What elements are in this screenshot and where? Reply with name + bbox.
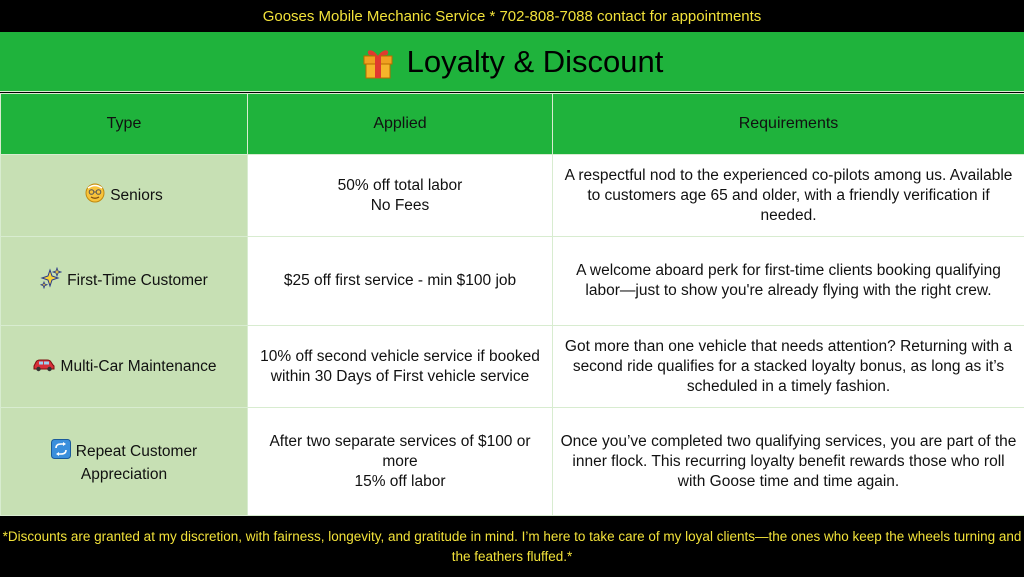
- car-icon: [32, 356, 56, 378]
- gift-icon: [361, 45, 395, 79]
- applied-line: 15% off labor: [354, 472, 446, 490]
- table-row: [1, 155, 1024, 237]
- banner-text: Gooses Mobile Mechanic Service * 702-808-7088 contact for appointments: [262, 7, 762, 25]
- requirements-cell: A respectful nod to the experienced co-pilots among us. Available to customers age 65 and older, with a friendly verification if needed.: [553, 155, 1024, 237]
- table-row: [1, 326, 1024, 408]
- type-cell: [1, 408, 248, 516]
- requirements-cell: Got more than one vehicle that needs attention? Returning with a second ride qualifies for a stacked loyalty bonus, as long as it’s scheduled in a timely fashion.: [553, 326, 1024, 408]
- table-header-row: [1, 94, 1024, 155]
- applied-cell: [248, 326, 553, 408]
- applied-line: No Fees: [370, 196, 430, 214]
- footer-note: [0, 516, 1024, 577]
- requirements-cell: A welcome aboard perk for first-time clients booking qualifying labor—just to show you're already flying with the right crew.: [553, 237, 1024, 326]
- title-bar: [0, 32, 1024, 92]
- applied-cell: [248, 408, 553, 516]
- applied-line: 10% off second vehicle service if booked within 30 Days of First vehicle service: [260, 347, 540, 385]
- table-row: [1, 237, 1024, 326]
- column-header-requirements: Requirements: [553, 94, 1024, 155]
- sparkles-icon: [40, 267, 62, 295]
- type-label: Seniors: [110, 186, 163, 204]
- old-person-face-icon: [85, 183, 105, 209]
- page-title: Loyalty & Discount: [406, 43, 664, 79]
- type-label: First-Time Customer: [67, 272, 208, 290]
- type-cell: [1, 237, 248, 326]
- column-header-applied: Applied: [248, 94, 553, 155]
- applied-line: $25 off first service - min $100 job: [283, 272, 517, 289]
- applied-line: 50% off total labor: [337, 176, 463, 194]
- column-header-type: Type: [1, 94, 248, 155]
- type-cell: [1, 326, 248, 408]
- repeat-arrows-icon: [51, 439, 71, 465]
- applied-line: After two separate services of $100 or more: [269, 432, 531, 470]
- type-label: Multi-Car Maintenance: [60, 357, 217, 375]
- footer-text: *Discounts are granted at my discretion, with fairness, longevity, and gratitude in mind. I’m here to take care of my loyal clients—the ones who keep the wheels turning and the feathers fluffed.*: [2, 528, 1022, 564]
- type-cell: [1, 155, 248, 237]
- applied-cell: [248, 237, 553, 326]
- table-row: [1, 408, 1024, 516]
- requirements-cell: Once you’ve completed two qualifying services, you are part of the inner flock. This recurring loyalty benefit rewards those who roll with Goose time and time again.: [553, 408, 1024, 516]
- top-banner: [0, 0, 1024, 32]
- applied-cell: [248, 155, 553, 237]
- discount-table: [0, 93, 1024, 516]
- type-label: Repeat Customer Appreciation: [75, 442, 198, 483]
